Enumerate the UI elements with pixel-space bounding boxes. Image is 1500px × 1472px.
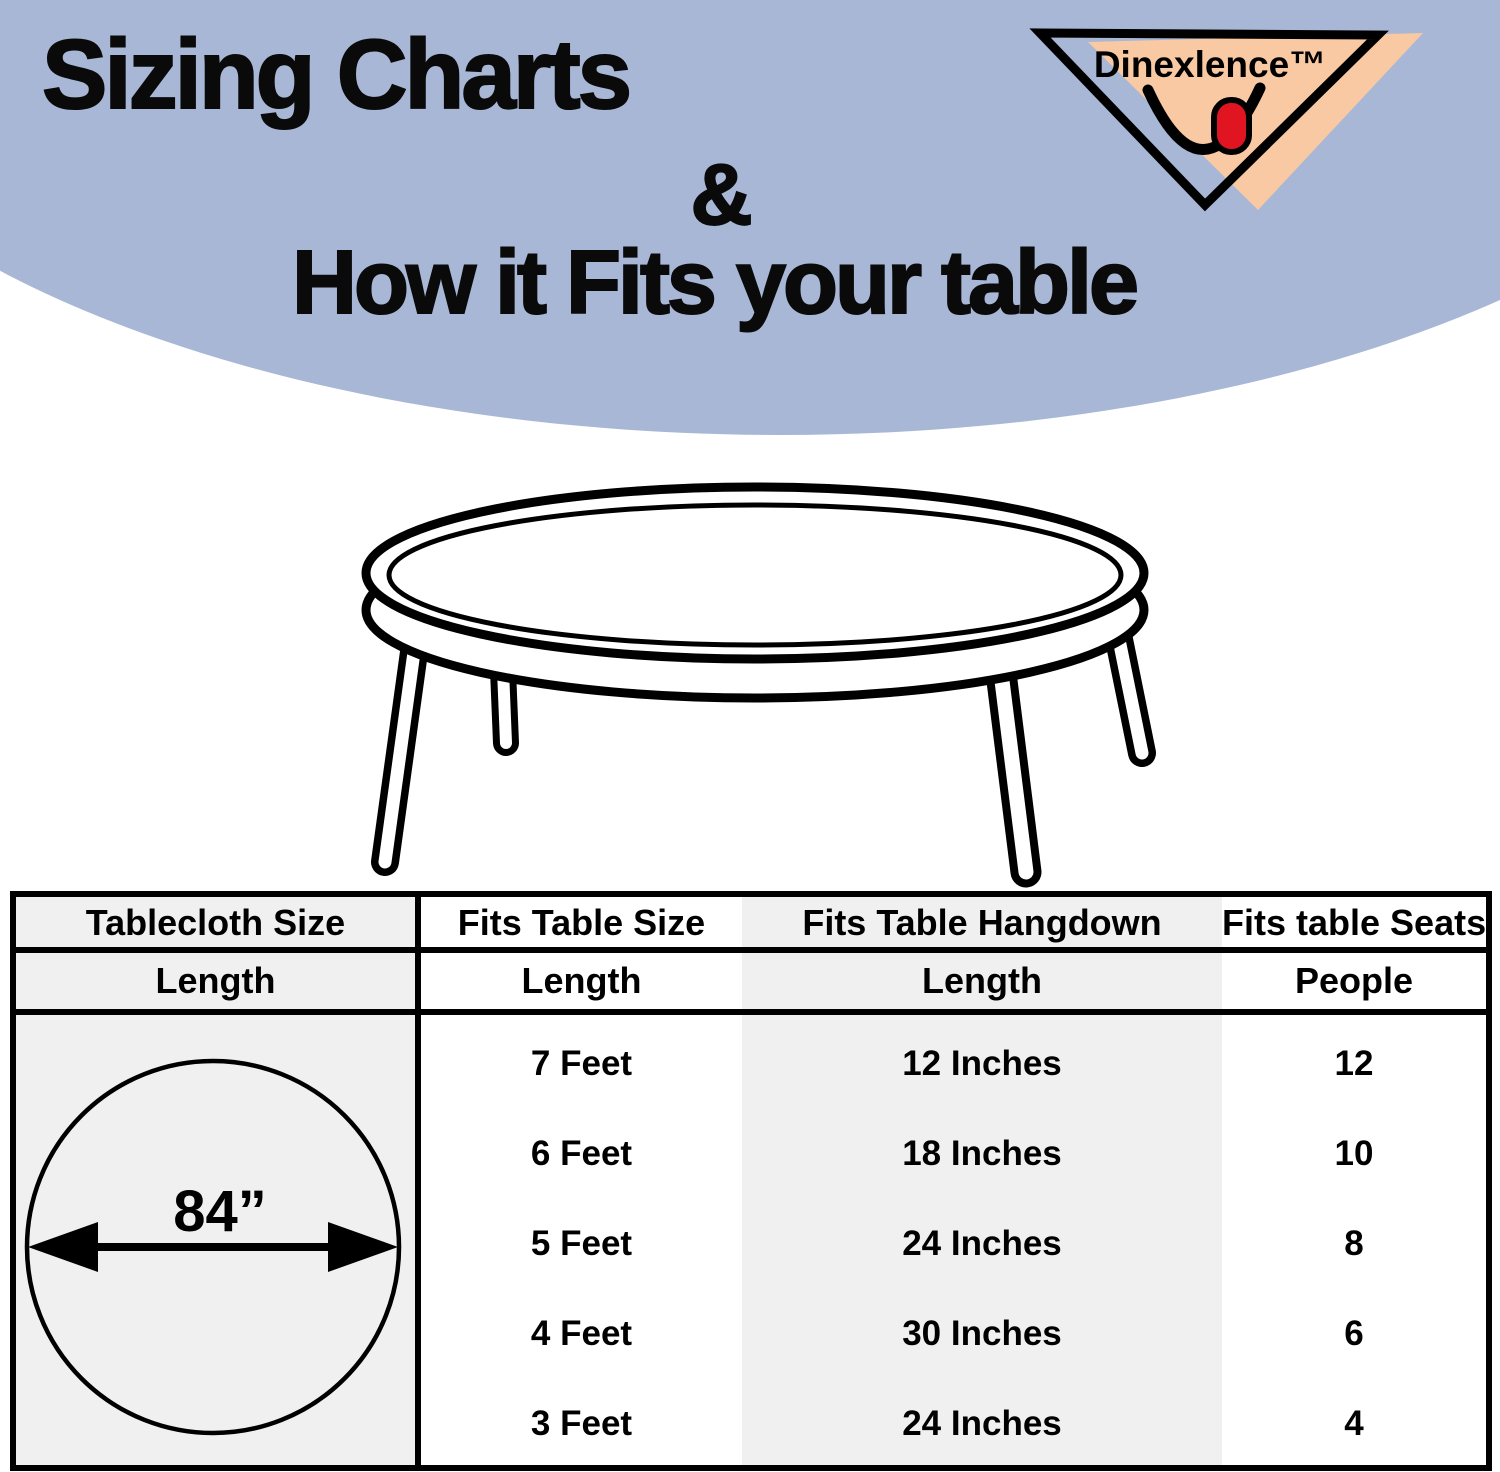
cell-hangdown: 12 Inches [902, 1044, 1062, 1083]
round-table-illustration [330, 460, 1190, 890]
cell-seats: 10 [1334, 1134, 1374, 1173]
table-row [16, 1109, 1486, 1199]
column-subheader-people: People [1294, 960, 1414, 1001]
diameter-label: 84” [173, 1179, 267, 1244]
column-header-fits-table-size: Fits Table Size [457, 902, 706, 943]
cell-seats: 12 [1334, 1044, 1374, 1083]
cell-table-size: 7 Feet [530, 1044, 633, 1083]
page-title-line2: How it Fits your table [292, 233, 1137, 333]
tongue-icon [1214, 100, 1249, 152]
cell-seats: 8 [1344, 1224, 1364, 1263]
cell-table-size: 5 Feet [530, 1224, 633, 1263]
column-subheader-length-2: Length [521, 960, 642, 1001]
table-row [16, 1289, 1486, 1379]
table-top [366, 487, 1144, 698]
header-divider-2 [16, 1009, 1486, 1015]
brand-logo [1020, 18, 1440, 228]
cell-table-size: 4 Feet [530, 1314, 633, 1353]
page-title-line1: Sizing Charts [42, 19, 630, 129]
column-header-tablecloth-size: Tablecloth Size [85, 902, 346, 943]
brand-name: Dinexlence™ [1093, 44, 1327, 85]
cell-table-size: 3 Feet [530, 1404, 633, 1443]
column-subheader-length-3: Length [922, 960, 1042, 1001]
cell-table-size: 6 Feet [530, 1134, 633, 1173]
table-row [16, 1199, 1486, 1289]
page-title-ampersand: & [690, 147, 750, 243]
cell-hangdown: 24 Inches [902, 1224, 1062, 1263]
cell-hangdown: 18 Inches [902, 1134, 1062, 1173]
cell-seats: 4 [1344, 1404, 1364, 1443]
cell-hangdown: 30 Inches [902, 1314, 1062, 1353]
cell-hangdown: 24 Inches [902, 1404, 1062, 1443]
table-row [16, 1379, 1486, 1469]
column-header-fits-table-seats: Fits table Seats [1222, 902, 1487, 943]
column-subheader-length-1: Length [155, 960, 276, 1001]
sizing-table [10, 891, 1492, 1471]
cell-seats: 6 [1344, 1314, 1364, 1353]
table-row [16, 1019, 1486, 1109]
column-header-fits-table-hangdown: Fits Table Hangdown [802, 902, 1162, 943]
